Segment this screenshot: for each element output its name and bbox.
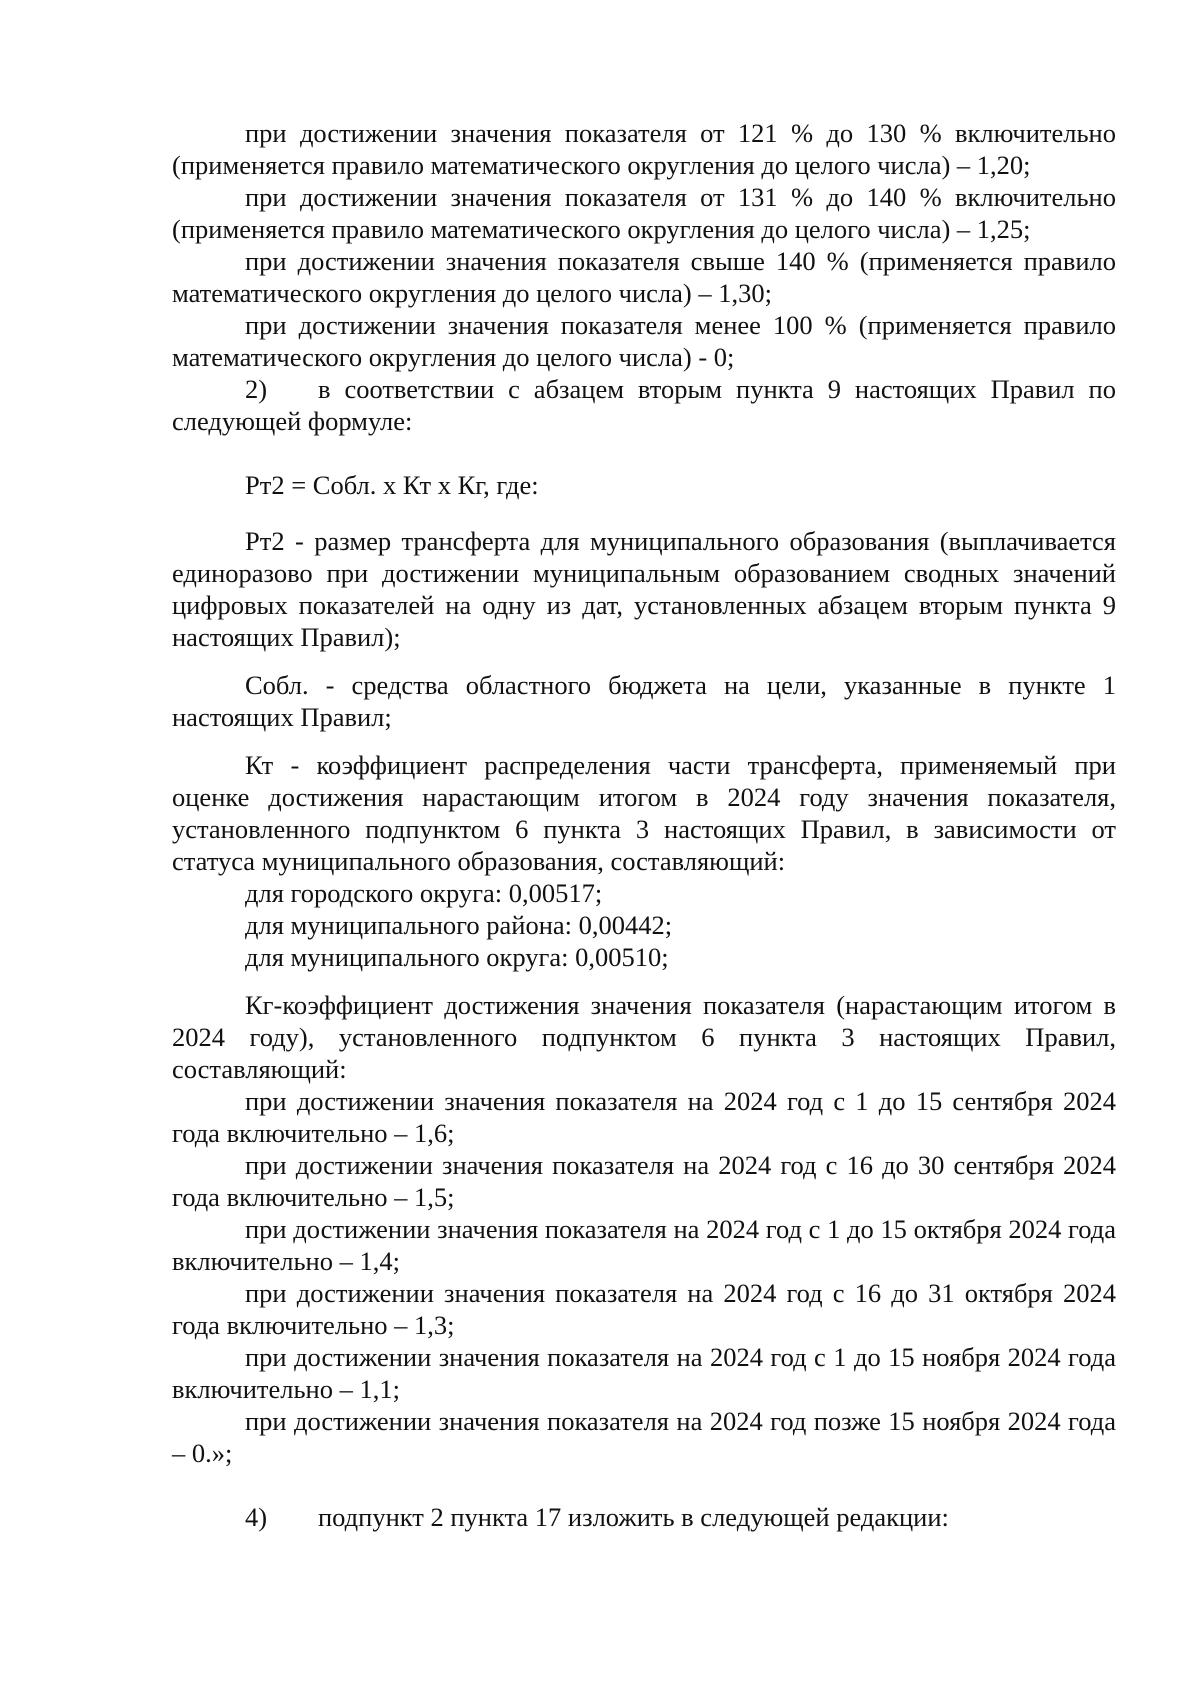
kg-sept-16-30: при достижении значения показателя на 2024 год с 16 до 30 сентября 2024 года включительно – 1,5; (172, 1150, 1116, 1212)
paragraph-coef-under-100: при достижении значения показателя менее 100 % (применяется правило математического округления до целого числа) - 0; (172, 310, 1116, 372)
definition-kg: Кг-коэффициент достижения значения показателя (нарастающим итогом в 2024 году), установленного подпунктом 6 пункта 3 настоящих Правил, составляющий: (172, 990, 1116, 1084)
kt-city-district: для городского округа: 0,00517; (245, 878, 603, 908)
kg-after-nov-15: при достижении значения показателя на 2024 год позже 15 ноября 2024 года – 0.»; (172, 1406, 1116, 1468)
item-2-number: 2) (245, 374, 268, 404)
item-4-text: подпункт 2 пункта 17 изложить в следующей редакции: (318, 1502, 949, 1532)
formula-rt2: Рт2 = Собл. х Кт х Кг, где: (245, 470, 539, 500)
item-2-continuation: следующей формуле: (172, 406, 413, 436)
kg-oct-16-31: при достижении значения показателя на 2024 год с 16 до 31 октября 2024 года включительно – 1,3; (172, 1278, 1116, 1340)
item-4-number: 4) (245, 1502, 268, 1532)
item-2-text: в соответствии с абзацем вторым пункта 9 настоящих Правил по (318, 374, 1116, 404)
kt-municipal-district: для муниципального района: 0,00442; (245, 910, 673, 940)
definition-kt: Кт - коэффициент распределения части трансферта, применяемый при оценке достижения нарастающим итогом в 2024 году значения показателя, установленного подпунктом 6 пункта 3 настоящих Правил, в зависимости от статуса муниципального образования, составляющий: (172, 750, 1116, 876)
kg-nov-1-15: при достижении значения показателя на 2024 год с 1 до 15 ноября 2024 года включительно – 1,1; (172, 1342, 1116, 1404)
paragraph-coef-131-140: при достижении значения показателя от 131 % до 140 % включительно (применяется правило математического округления до целого числа) – 1,25; (172, 182, 1116, 244)
kt-municipal-okrug: для муниципального округа: 0,00510; (245, 942, 669, 972)
paragraph-coef-121-130: при достижении значения показателя от 121 % до 130 % включительно (применяется правило математического округления до целого числа) – 1,20; (172, 118, 1116, 180)
kg-sept-1-15: при достижении значения показателя на 2024 год с 1 до 15 сентября 2024 года включительно – 1,6; (172, 1086, 1116, 1148)
definition-rt2: Рт2 - размер трансферта для муниципального образования (выплачивается единоразово при достижении муниципальным образованием сводных значений цифровых показателей на одну из дат, установленных абзацем вторым пункта 9 настоящих Правил); (172, 526, 1116, 652)
kg-oct-1-15: при достижении значения показателя на 2024 год с 1 до 15 октября 2024 года включительно – 1,4; (172, 1214, 1116, 1276)
paragraph-coef-over-140: при достижении значения показателя свыше 140 % (применяется правило математического округления до целого числа) – 1,30; (172, 246, 1116, 308)
definition-sobl: Собл. - средства областного бюджета на цели, указанные в пункте 1 настоящих Правил; (172, 670, 1116, 732)
